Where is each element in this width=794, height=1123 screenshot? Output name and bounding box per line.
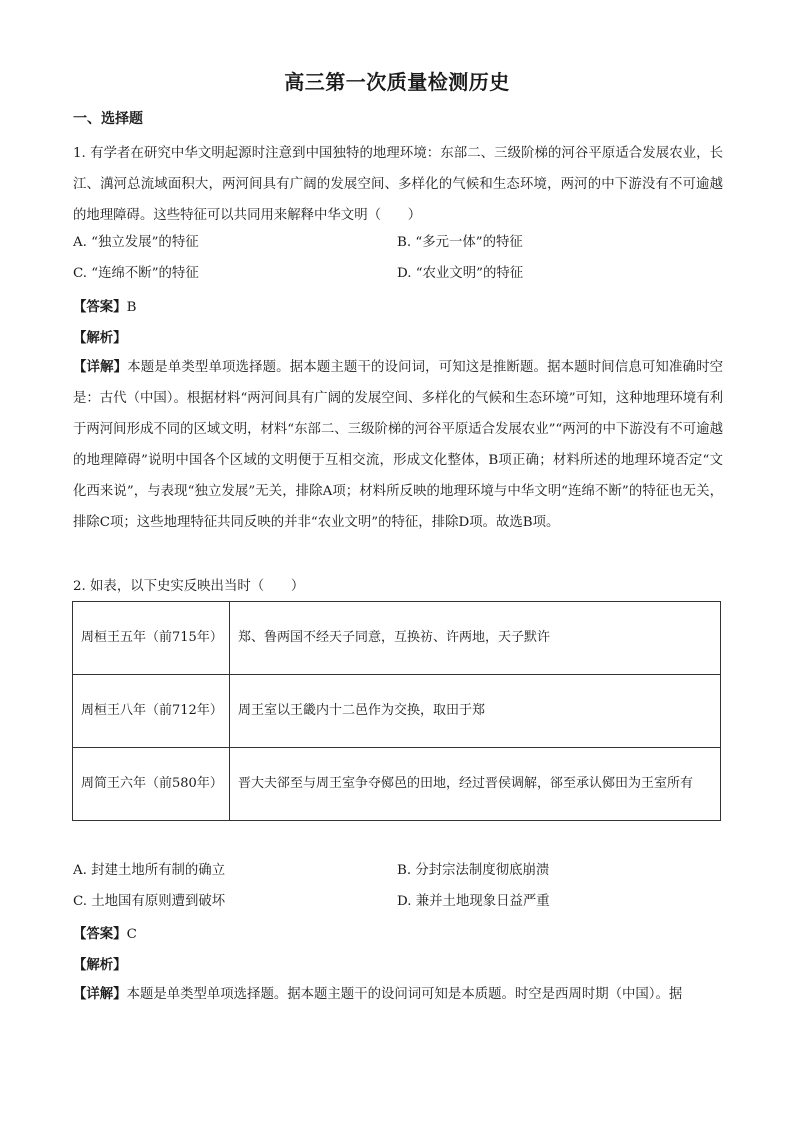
q2-analysis bbox=[73, 954, 127, 973]
q1-option-a: A. “独立发展”的特征 bbox=[73, 235, 199, 250]
table-cell-time: 周桓王五年（前715年） bbox=[73, 602, 230, 675]
q1-answer-label: 【答案】 bbox=[73, 300, 127, 315]
q2-option-d: D. 兼并土地现象日益严重 bbox=[397, 894, 550, 909]
q1-option-c: C. “连绵不断”的特征 bbox=[73, 266, 199, 281]
q1-answer-value: B bbox=[126, 300, 137, 315]
q2-option-c: C. 土地国有原则遭到破坏 bbox=[73, 894, 226, 909]
q1-analysis-label: 【解析】 bbox=[73, 331, 127, 346]
q1-option-d: D. “农业文明”的特征 bbox=[397, 266, 524, 281]
page-title: 高三第一次质量检测历史 bbox=[284, 70, 510, 94]
table-row bbox=[73, 675, 721, 748]
table-cell-event: 周王室以王畿内十二邑作为交换，取田于郑 bbox=[230, 675, 721, 748]
q1-analysis bbox=[73, 327, 127, 346]
q1-stem: 1. 有学者在研究中华文明起源时注意到中国独特的地理环境：东部二、三级阶梯的河谷平原适合发展农业，长江、澫河总流域面积大，两河间具有广阔的发展空间、多样化的气候和生态环境，两河的中下游没有不可逾越的地理障碍。这些特征可以共同用来解释中华文明（ ） bbox=[73, 146, 723, 223]
table-cell-event: 郑、鲁两国不经天子同意，互换祊、许两地，天子默许 bbox=[230, 602, 721, 675]
table-cell-event: 晋大夫郤至与周王室争夺鄇邑的田地，经过晋侯调解，郤至承认鄇田为王室所有 bbox=[230, 748, 721, 821]
q2-answer-label: 【答案】 bbox=[73, 927, 127, 942]
q1-option-b: B. “多元一体”的特征 bbox=[397, 235, 523, 250]
table-cell-time: 周桓王八年（前712年） bbox=[73, 675, 230, 748]
q1-answer bbox=[73, 296, 136, 315]
q2-answer-value: C bbox=[126, 927, 137, 942]
q2-detail-text: 本题是单类型单项选择题。据本题主题干的设问词可知是本质题。时空是西周时期（中国）。据 bbox=[126, 987, 683, 1002]
q2-answer bbox=[73, 923, 137, 942]
history-table bbox=[72, 601, 721, 821]
table-row bbox=[73, 602, 721, 675]
q2-option-a: A. 封建土地所有制的确立 bbox=[73, 863, 226, 878]
table-cell-time: 周简王六年（前580年） bbox=[73, 748, 230, 821]
q2-option-b: B. 分封宗法制度彻底崩溃 bbox=[397, 863, 550, 878]
q1-detail-text: 本题是单类型单项选择题。据本题主题干的设问词，可知这是推断题。据本题时间信息可知准确时空是：古代（中国）。根据材料“两河间具有广阔的发展空间、多样化的气候和生态环境”可知，这种地理环境有利于两河间形成不同的区域文明，材料“东部二、三级阶梯的河谷平原适合发展农业”“两河的中下游没有不可逾越的地理障碍”说明中国各个区域的文明便于互相交流，形成文化整体，B项正确；材料所述的地理环境否定“文化西来说”，与表现“独立发展”无关，排除A项；材料所反映的地理环境与中华文明“连绵不断”的特征也无关，排除C项；这些地理特征共同反映的并非“农业文明”的特征，排除D项。故选B项。 bbox=[73, 360, 724, 530]
q2-analysis-label: 【解析】 bbox=[73, 958, 127, 973]
q2-stem: 2. 如表，以下史实反映出当时（ ） bbox=[73, 579, 305, 594]
table-row bbox=[73, 748, 721, 821]
section-heading: 一、选择题 bbox=[73, 111, 143, 127]
q2-detail-label: 【详解】 bbox=[73, 987, 127, 1002]
q1-detail bbox=[73, 352, 723, 538]
q2-detail bbox=[73, 979, 723, 1010]
q1-detail-label: 【详解】 bbox=[73, 360, 128, 375]
